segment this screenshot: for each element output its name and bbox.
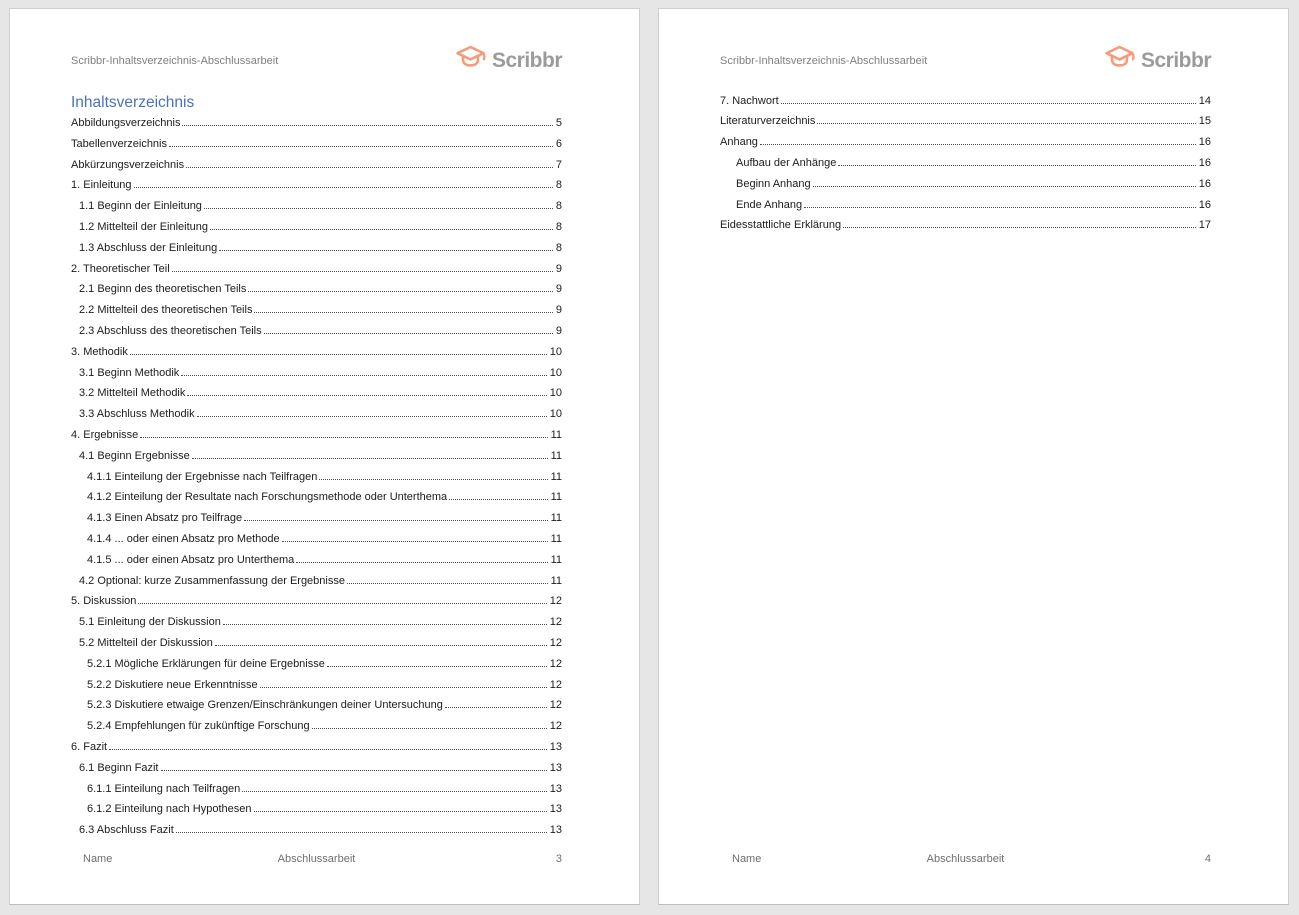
toc-entry-text: 3. Methodik xyxy=(71,345,128,358)
toc-entry-page: 16 xyxy=(1198,136,1211,149)
toc-entry-text: Ende Anhang xyxy=(736,198,803,211)
toc-entry[interactable] xyxy=(71,695,562,716)
toc-entry[interactable] xyxy=(71,654,562,675)
toc-entry-page: 11 xyxy=(550,553,562,566)
dotted-leader xyxy=(248,291,553,292)
toc-entry[interactable] xyxy=(71,467,562,488)
toc-entry-page: 12 xyxy=(549,720,562,733)
toc-entry-text: 4.1.3 Einen Absatz pro Teilfrage xyxy=(87,512,243,525)
toc-entry[interactable] xyxy=(71,550,562,571)
toc-entry[interactable] xyxy=(71,238,562,259)
toc-entry-page: 13 xyxy=(549,761,562,774)
dotted-leader xyxy=(134,187,553,188)
page-footer xyxy=(83,852,562,866)
toc-entry-text: 5. Diskussion xyxy=(71,595,137,608)
scribbr-logo xyxy=(455,45,562,77)
toc-entry-text: Tabellenverzeichnis xyxy=(71,137,167,150)
toc-entry-text: 3.3 Abschluss Methodik xyxy=(79,408,195,421)
toc-entry-page: 10 xyxy=(549,366,562,379)
toc-entry-page: 15 xyxy=(1198,115,1211,128)
toc-entry-page: 16 xyxy=(1198,198,1211,211)
toc-title: Inhaltsverzeichnis xyxy=(71,94,195,111)
scribbr-logo xyxy=(1104,45,1211,77)
toc-entry[interactable] xyxy=(71,508,562,529)
toc-entry[interactable] xyxy=(71,155,562,176)
table-of-contents-continued xyxy=(720,91,1211,237)
toc-entry[interactable] xyxy=(71,217,562,238)
toc-entry-page: 13 xyxy=(549,782,562,795)
toc-entry[interactable] xyxy=(720,174,1211,195)
toc-entry-text: Anhang xyxy=(720,136,758,149)
dotted-leader xyxy=(169,146,553,147)
dotted-leader xyxy=(210,229,553,230)
toc-entry-page: 8 xyxy=(555,179,562,192)
toc-entry-page: 11 xyxy=(550,470,562,483)
toc-entry[interactable] xyxy=(720,195,1211,216)
toc-entry-page: 17 xyxy=(1198,219,1211,232)
dotted-leader xyxy=(282,541,548,542)
toc-entry[interactable] xyxy=(71,383,562,404)
toc-entry-page: 9 xyxy=(555,262,562,275)
toc-entry[interactable] xyxy=(71,321,562,342)
toc-entry-page: 12 xyxy=(549,636,562,649)
toc-entry-text: Literaturverzeichnis xyxy=(720,115,816,128)
toc-entry-text: 4.2 Optional: kurze Zusammenfassung der Ergebnisse xyxy=(79,574,345,587)
toc-entry-text: 4.1.4 ... oder einen Absatz pro Methode xyxy=(87,532,280,545)
page-footer xyxy=(732,852,1211,866)
toc-entry-page: 13 xyxy=(549,803,562,816)
dotted-leader xyxy=(312,728,547,729)
toc-entry[interactable] xyxy=(720,132,1211,153)
toc-entry-text: 2.1 Beginn des theoretischen Teils xyxy=(79,283,247,296)
dotted-leader xyxy=(187,395,546,396)
toc-entry[interactable] xyxy=(71,612,562,633)
dotted-leader xyxy=(172,271,553,272)
footer-document-title: Abschlussarbeit xyxy=(277,853,356,865)
toc-entry-text: 5.2 Mittelteil der Diskussion xyxy=(79,636,213,649)
toc-entry-text: 6.1.1 Einteilung nach Teilfragen xyxy=(87,782,241,795)
toc-entry-text: 5.2.4 Empfehlungen für zukünftige Forschung xyxy=(87,720,310,733)
toc-entry[interactable] xyxy=(71,342,562,363)
document-page-right xyxy=(658,8,1289,905)
dotted-leader xyxy=(176,832,547,833)
toc-entry[interactable] xyxy=(71,737,562,758)
toc-entry-page: 6 xyxy=(555,137,562,150)
toc-entry-text: 2.3 Abschluss des theoretischen Teils xyxy=(79,324,262,337)
toc-entry-page: 8 xyxy=(555,200,562,213)
toc-entry[interactable] xyxy=(720,215,1211,236)
toc-entry[interactable] xyxy=(71,279,562,300)
toc-entry[interactable] xyxy=(71,113,562,134)
toc-entry-text: 7. Nachwort xyxy=(720,94,779,107)
toc-entry[interactable] xyxy=(720,111,1211,132)
toc-entry-text: 1. Einleitung xyxy=(71,179,132,192)
dotted-leader xyxy=(223,624,547,625)
toc-entry-text: 5.2.2 Diskutiere neue Erkenntnisse xyxy=(87,678,258,691)
toc-entry-page: 16 xyxy=(1198,177,1211,190)
toc-entry-page: 11 xyxy=(550,491,562,504)
toc-entry-page: 10 xyxy=(549,408,562,421)
toc-entry-page: 14 xyxy=(1198,94,1211,107)
graduation-cap-icon xyxy=(455,44,487,79)
dotted-leader xyxy=(813,186,1196,187)
toc-entry-page: 16 xyxy=(1198,156,1211,169)
toc-entry[interactable] xyxy=(71,799,562,820)
footer-page-number: 4 xyxy=(1204,853,1211,865)
toc-entry[interactable] xyxy=(71,446,562,467)
toc-entry-text: 3.2 Mittelteil Methodik xyxy=(79,387,186,400)
dotted-leader xyxy=(192,458,548,459)
dotted-leader xyxy=(843,227,1196,228)
dotted-leader xyxy=(760,144,1196,145)
dotted-leader xyxy=(197,416,547,417)
toc-entry-page: 12 xyxy=(549,699,562,712)
dotted-leader xyxy=(254,811,547,812)
toc-entry-text: 4.1.2 Einteilung der Resultate nach Forschungsmethode oder Unterthema xyxy=(87,491,448,504)
toc-entry-page: 11 xyxy=(550,449,562,462)
dotted-leader xyxy=(260,687,547,688)
toc-entry-text: 6. Fazit xyxy=(71,740,108,753)
toc-entry[interactable] xyxy=(71,487,562,508)
toc-entry-text: 2. Theoretischer Teil xyxy=(71,262,170,275)
toc-entry[interactable] xyxy=(71,716,562,737)
toc-entry-text: 5.2.3 Diskutiere etwaige Grenzen/Einschränkungen deiner Untersuchung xyxy=(87,699,443,712)
toc-entry-text: Abkürzungsverzeichnis xyxy=(71,158,185,171)
toc-entry-page: 11 xyxy=(550,574,562,587)
dotted-leader xyxy=(161,770,547,771)
dotted-leader xyxy=(181,375,546,376)
toc-entry[interactable] xyxy=(71,404,562,425)
toc-entry-text: Eidesstattliche Erklärung xyxy=(720,219,842,232)
scribbr-wordmark: Scribbr xyxy=(491,49,562,72)
dotted-leader xyxy=(244,520,547,521)
toc-entry[interactable] xyxy=(71,363,562,384)
toc-entry-text: Abbildungsverzeichnis xyxy=(71,117,181,129)
dotted-leader xyxy=(109,749,547,750)
toc-entry-page: 7 xyxy=(555,158,562,171)
dotted-leader xyxy=(186,167,553,168)
toc-entry[interactable] xyxy=(71,425,562,446)
toc-entry[interactable] xyxy=(71,529,562,550)
toc-entry-text: 1.3 Abschluss der Einleitung xyxy=(79,241,218,254)
toc-entry-page: 11 xyxy=(550,428,562,441)
footer-document-title: Abschlussarbeit xyxy=(926,853,1005,865)
dotted-leader xyxy=(817,123,1195,124)
toc-entry-text: 6.1.2 Einteilung nach Hypothesen xyxy=(87,803,252,816)
toc-entry[interactable] xyxy=(71,675,562,696)
toc-entry-page: 9 xyxy=(555,324,562,337)
dotted-leader xyxy=(219,250,553,251)
graduation-cap-icon xyxy=(1104,44,1136,79)
toc-entry-page: 10 xyxy=(549,345,562,358)
toc-entry-page: 8 xyxy=(555,220,562,233)
toc-entry-page: 9 xyxy=(555,304,562,317)
toc-entry-text: 1.1 Beginn der Einleitung xyxy=(79,200,202,213)
toc-entry[interactable] xyxy=(71,134,562,155)
dotted-leader xyxy=(254,312,552,313)
dotted-leader xyxy=(264,333,553,334)
dotted-leader xyxy=(347,583,548,584)
toc-entry-text: 4.1.5 ... oder einen Absatz pro Unterthema xyxy=(87,553,295,566)
toc-entry[interactable] xyxy=(71,300,562,321)
toc-entry-page: 10 xyxy=(549,387,562,400)
toc-entry[interactable] xyxy=(720,91,1211,112)
toc-entry-page: 9 xyxy=(555,283,562,296)
toc-entry-text: Beginn Anhang xyxy=(736,177,811,190)
toc-entry-page: 12 xyxy=(549,678,562,691)
toc-entry-text: 4.1.1 Einteilung der Ergebnisse nach Teilfragen xyxy=(87,470,318,483)
toc-entry[interactable] xyxy=(720,153,1211,174)
toc-entry[interactable] xyxy=(71,591,562,612)
dotted-leader xyxy=(296,562,547,563)
toc-entry-text: 3.1 Beginn Methodik xyxy=(79,366,180,379)
toc-entry[interactable] xyxy=(71,259,562,280)
toc-entry-page: 11 xyxy=(550,532,562,545)
toc-entry-text: 6.1 Beginn Fazit xyxy=(79,761,159,774)
dotted-leader xyxy=(445,707,547,708)
footer-author-name: Name xyxy=(83,853,113,865)
dotted-leader xyxy=(130,354,547,355)
toc-entry-text: 2.2 Mittelteil des theoretischen Teils xyxy=(79,304,253,317)
toc-entry-text: 1.2 Mittelteil der Einleitung xyxy=(79,220,209,233)
dotted-leader xyxy=(138,603,546,604)
dotted-leader xyxy=(449,499,547,500)
footer-page-number: 3 xyxy=(555,853,562,865)
page-header-title: Scribbr-Inhaltsverzeichnis-Abschlussarbeit xyxy=(71,55,279,67)
dotted-leader xyxy=(804,207,1196,208)
scribbr-wordmark: Scribbr xyxy=(1140,49,1211,72)
table-of-contents xyxy=(71,113,562,841)
toc-entry[interactable] xyxy=(71,779,562,800)
toc-entry-text: Aufbau der Anhänge xyxy=(736,156,837,169)
toc-entry-page: 12 xyxy=(549,595,562,608)
toc-entry-text: 4. Ergebnisse xyxy=(71,428,139,441)
toc-entry[interactable] xyxy=(71,758,562,779)
dotted-leader xyxy=(242,791,546,792)
toc-entry-text: 6.3 Abschluss Fazit xyxy=(79,824,174,837)
toc-entry[interactable] xyxy=(71,175,562,196)
toc-entry[interactable] xyxy=(71,633,562,654)
toc-entry-page: 11 xyxy=(550,512,562,525)
dotted-leader xyxy=(781,103,1196,104)
toc-entry-page: 8 xyxy=(555,241,562,254)
toc-entry-text: 5.2.1 Mögliche Erklärungen für deine Ergebnisse xyxy=(87,657,325,670)
toc-entry-text: 5.1 Einleitung der Diskussion xyxy=(79,616,221,629)
dotted-leader xyxy=(182,125,552,126)
page-header-title: Scribbr-Inhaltsverzeichnis-Abschlussarbeit xyxy=(720,55,928,67)
dotted-leader xyxy=(215,645,547,646)
toc-entry-page: 13 xyxy=(549,824,562,837)
toc-entry-page: 12 xyxy=(549,657,562,670)
toc-entry-text: 4.1 Beginn Ergebnisse xyxy=(79,449,190,462)
dotted-leader xyxy=(319,479,547,480)
footer-author-name: Name xyxy=(732,853,762,865)
toc-entry-page: 13 xyxy=(549,740,562,753)
dotted-leader xyxy=(327,666,547,667)
toc-entry-page: 5 xyxy=(555,117,562,129)
dotted-leader xyxy=(838,165,1195,166)
dotted-leader xyxy=(140,437,547,438)
document-page-left xyxy=(9,8,640,905)
toc-entry[interactable] xyxy=(71,571,562,592)
toc-entry[interactable] xyxy=(71,196,562,217)
dotted-leader xyxy=(204,208,553,209)
toc-entry[interactable] xyxy=(71,820,562,841)
toc-entry-page: 12 xyxy=(549,616,562,629)
